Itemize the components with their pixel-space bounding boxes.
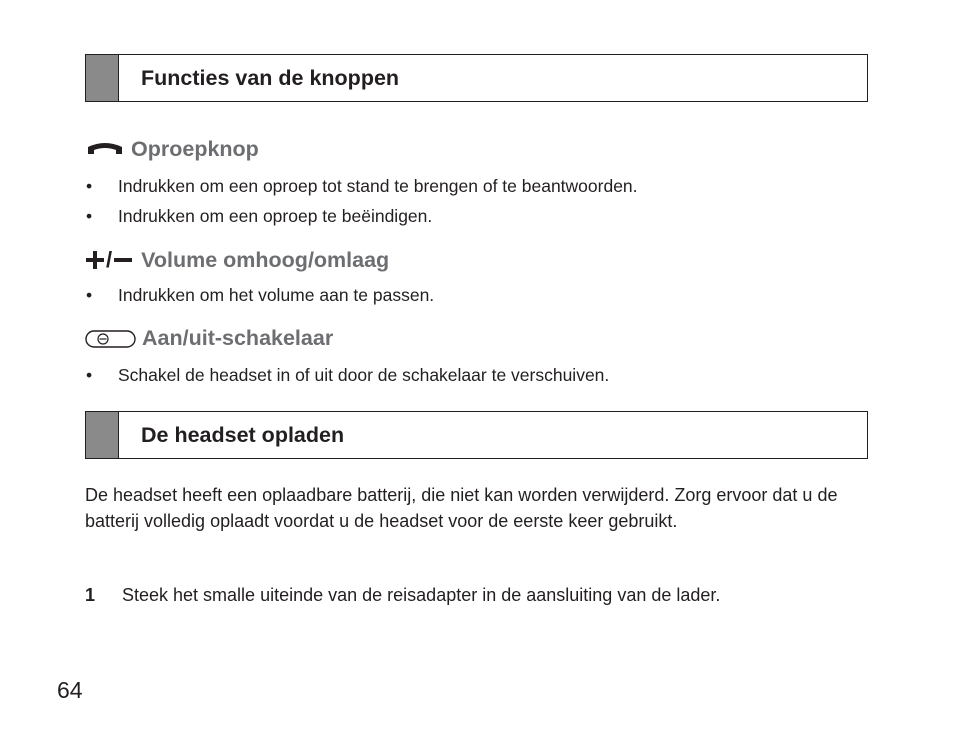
bullet-dot: • [86, 176, 93, 196]
charging-paragraph: De headset heeft een oplaadbare batterij, die niet kan worden verwijderd. Zorg ervoor dat u de batterij volledig oplaadt voordat u de headset voor de eerste keer gebruikt. [85, 485, 838, 531]
list-item [85, 176, 638, 197]
section-header-charging [85, 411, 868, 459]
bullet-text: Indrukken om een oproep tot stand te brengen of te beantwoorden. [118, 176, 638, 196]
power-switch-icon [85, 330, 136, 348]
bullet-text: Indrukken om het volume aan te passen. [118, 285, 435, 305]
step-text: Steek het smalle uiteinde van de reisadapter in de aansluiting van de lader. [122, 585, 721, 605]
section-title: De headset opladen [141, 422, 345, 447]
call-button-heading [85, 137, 259, 162]
power-switch-heading [85, 326, 333, 351]
volume-heading [85, 247, 389, 273]
step-item [85, 585, 720, 606]
bullet-dot: • [86, 285, 93, 305]
volume-label: Volume omhoog/omlaag [141, 247, 390, 272]
bullet-dot: • [86, 206, 93, 226]
section-header-buttons [85, 54, 868, 102]
section-header-tab [86, 412, 119, 458]
list-item [85, 365, 609, 386]
list-item [85, 285, 434, 306]
section-header-tab [86, 55, 119, 101]
power-switch-label: Aan/uit-schakelaar [142, 326, 334, 350]
plus-minus-icon [85, 247, 133, 273]
bullet-text: Indrukken om een oproep te beëindigen. [118, 206, 433, 226]
step-number: 1 [85, 585, 96, 605]
list-item [85, 206, 432, 227]
call-button-label: Oproepknop [131, 137, 259, 161]
section-title: Functies van de knoppen [141, 65, 400, 90]
phone-handset-icon [85, 138, 125, 162]
page-number: 64 [57, 677, 83, 703]
bullet-dot: • [86, 365, 93, 385]
bullet-text: Schakel de headset in of uit door de schakelaar te verschuiven. [118, 365, 610, 385]
volume-slash: / [106, 247, 113, 272]
